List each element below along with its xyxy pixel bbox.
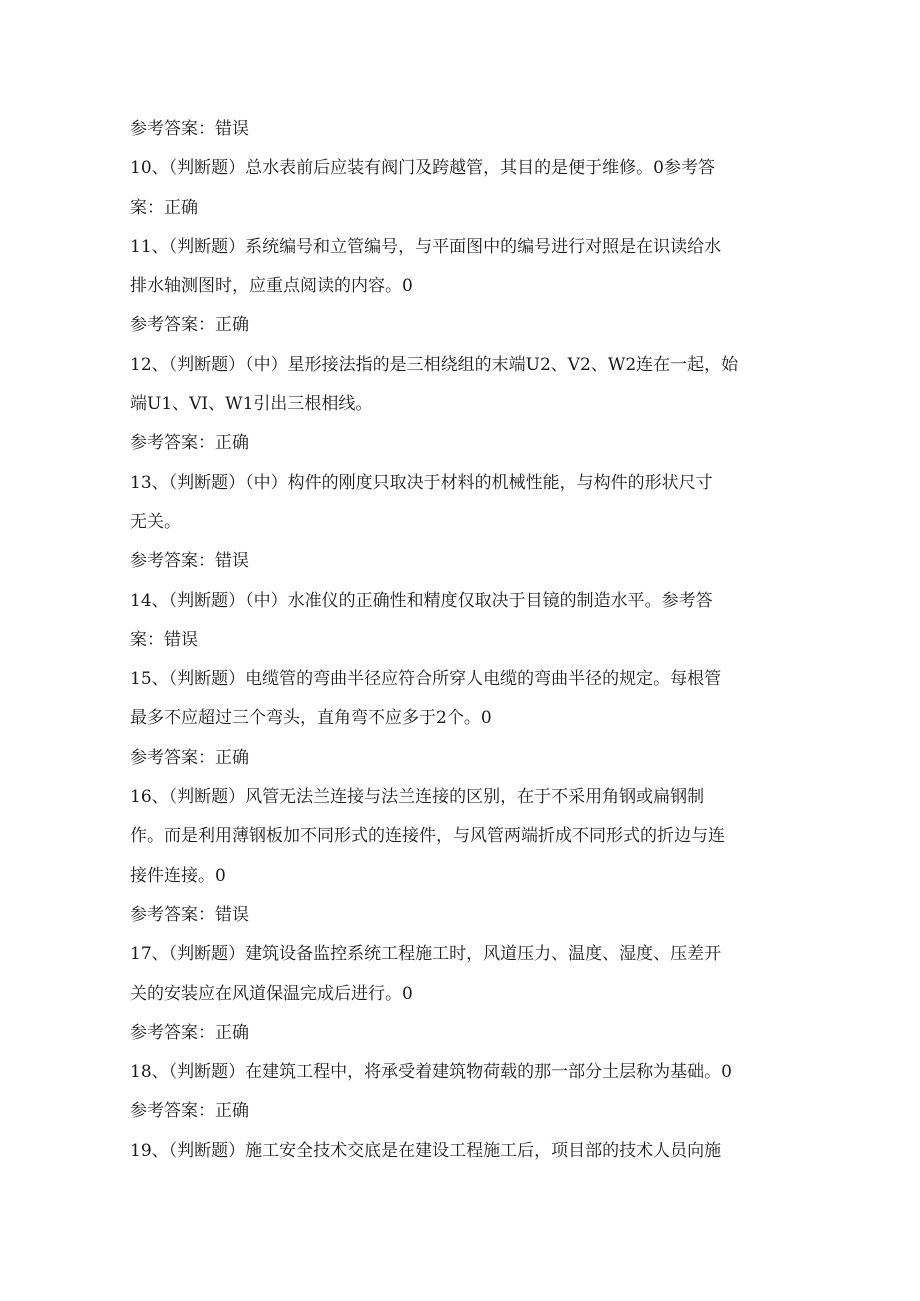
answer-line-q18: 参考答案：正确 <box>130 1101 249 1122</box>
question-11-line-1: 11、（判断题）系统编号和立管编号，与平面图中的编号进行对照是在识读给水 <box>130 236 722 257</box>
question-16-line-2: 作。而是利用薄钢板加不同形式的连接件，与风管两端折成不同形式的折边与连 <box>130 826 725 847</box>
question-12-line-2: 端U1、VI、W1引出三根相线。 <box>130 394 373 415</box>
question-14-line-2: 案：错误 <box>130 629 198 650</box>
question-17-line-2: 关的安装应在风道保温完成后进行。0 <box>130 983 413 1004</box>
question-12-line-1: 12、（判断题）（中）星形接法指的是三相绕组的末端U2、V2、W2连在一起，始 <box>130 354 739 375</box>
answer-line-q16: 参考答案：错误 <box>130 904 249 925</box>
question-13-line-1: 13、（判断题）（中）构件的刚度只取决于材料的机械性能，与构件的形状尺寸 <box>130 472 713 493</box>
question-19-line-1: 19、（判断题）施工安全技术交底是在建设工程施工后，项目部的技术人员向施 <box>130 1140 722 1161</box>
question-18-line-1: 18、（判断题）在建筑工程中，将承受着建筑物荷载的那一部分土层称为基础。0 <box>130 1062 732 1083</box>
answer-line-q11: 参考答案：正确 <box>130 315 249 336</box>
question-13-line-2: 无关。 <box>130 511 181 532</box>
answer-line-q13: 参考答案：错误 <box>130 551 249 572</box>
question-16-line-1: 16、（判断题）风管无法兰连接与法兰连接的区别，在于不采用角钢或扁钢制 <box>130 787 705 808</box>
question-list <box>130 110 795 1171</box>
question-17-line-1: 17、（判断题）建筑设备监控系统工程施工时，风道压力、温度、湿度、压差开 <box>130 944 722 965</box>
question-10-line-1: 10、（判断题）总水表前后应装有阀门及跨越管，其目的是便于维修。0参考答 <box>130 158 715 179</box>
question-14-line-1: 14、（判断题）（中）水准仪的正确性和精度仅取决于目镜的制造水平。参考答 <box>130 590 713 611</box>
answer-line-q9: 参考答案：错误 <box>130 119 249 139</box>
question-15-line-2: 最多不应超过三个弯头，直角弯不应多于2个。0 <box>130 708 492 729</box>
answer-line-q15: 参考答案：正确 <box>130 747 249 768</box>
question-15-line-1: 15、（判断题）电缆管的弯曲半径应符合所穿人电缆的弯曲半径的规定。每根管 <box>130 669 722 690</box>
question-10-line-2: 案：正确 <box>130 197 198 218</box>
answer-line-q17: 参考答案：正确 <box>130 1022 249 1043</box>
question-16-line-3: 接件连接。0 <box>130 865 226 886</box>
question-11-line-2: 排水轴测图时，应重点阅读的内容。0 <box>130 276 413 297</box>
answer-line-q12: 参考答案：正确 <box>130 433 249 454</box>
